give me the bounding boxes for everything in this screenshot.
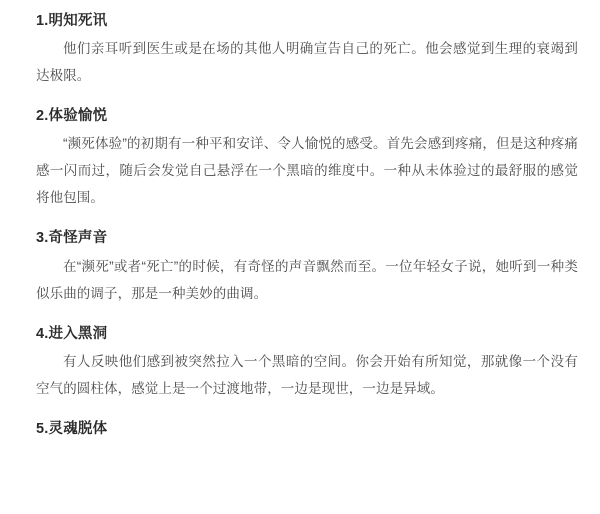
section-2 xyxy=(36,105,578,211)
section-heading-3: 3.奇怪声音 xyxy=(36,230,108,247)
section-heading-2: 2.体验愉悦 xyxy=(36,108,108,125)
section-heading-5: 5.灵魂脱体 xyxy=(36,420,108,437)
section-1 xyxy=(36,10,578,89)
section-3 xyxy=(36,227,578,306)
section-heading-1: 1.明知死讯 xyxy=(36,13,108,29)
section-body-2: “濒死体验”的初期有一种平和安详、令人愉悦的感受。首先会感到疼痛，但是这种疼痛感一闪而过，随后会发觉自己悬浮在一个黑暗的维度中。一种从未体验过的最舒服的感觉将他包围。 xyxy=(36,136,578,206)
section-5 xyxy=(36,418,578,441)
section-body-4: 有人反映他们感到被突然拉入一个黑暗的空间。你会开始有所知觉，那就像一个没有空气的圆柱体，感觉上是一个过渡地带，一边是现世，一边是异域。 xyxy=(36,353,578,396)
section-body-1: 他们亲耳听到医生或是在场的其他人明确宣告自己的死亡。他会感觉到生理的衰竭到达极限。 xyxy=(36,41,578,84)
section-body-3: 在“濒死”或者“死亡”的时候，有奇怪的声音飘然而至。一位年轻女子说，她听到一种类似乐曲的调子，那是一种美妙的曲调。 xyxy=(36,258,578,301)
section-4 xyxy=(36,323,578,402)
section-heading-4: 4.进入黑洞 xyxy=(36,325,108,342)
